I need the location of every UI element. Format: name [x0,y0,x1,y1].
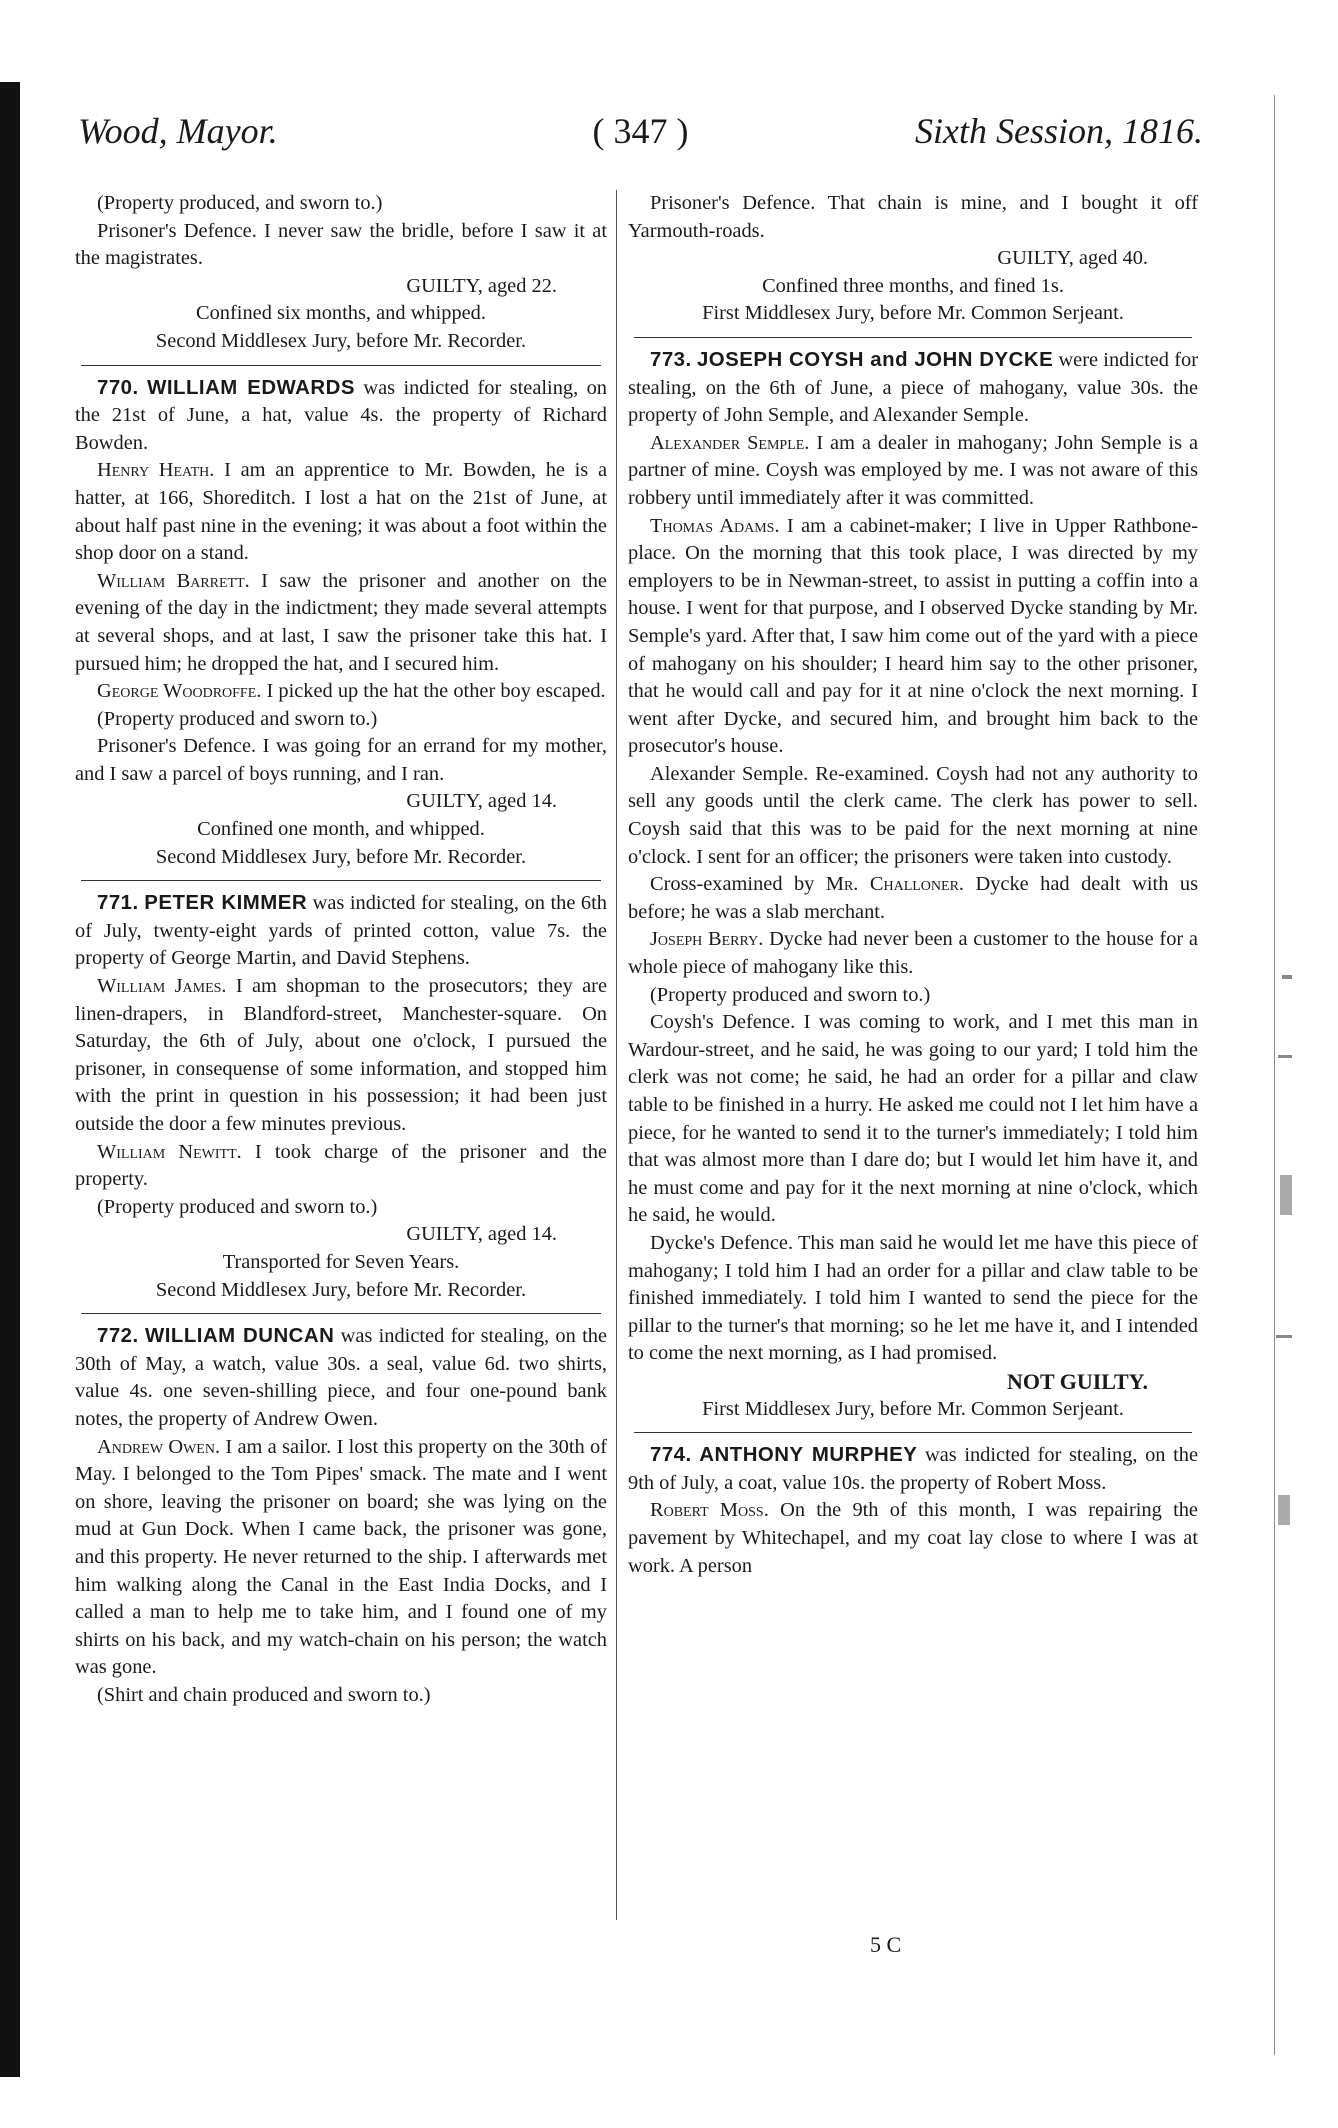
defendant-name: WILLIAM DUNCAN [144,1325,335,1348]
case-number: 771. [97,892,139,915]
jury: Second Middlesex Jury, before Mr. Recorder. [155,1278,527,1301]
cross-examination [628,871,1198,926]
witness-name: Mr. Challoner. [825,873,965,896]
binding-edge [0,82,20,2077]
testimony [628,513,1198,761]
case-divider [81,880,601,881]
scan-speck [1278,1055,1292,1058]
verdict: GUILTY, aged 14. [406,790,557,813]
prisoner-defence: Prisoner's Defence. I was going for an errand for my mother, and I saw a parcel of boys running, and I ran. [75,735,607,785]
witness-name: William James. [97,975,227,998]
testimony [75,568,607,678]
left-column [75,190,607,1709]
witness-name: George Woodroffe. [97,680,262,703]
scan-edge-marks [1268,95,1308,2055]
testimony-text: I picked up the hat the other boy escaped. [266,680,606,703]
prisoner-defence: Prisoner's Defence. I never saw the bridle, before I saw it at the magistrates. [75,219,607,270]
witness-name: Henry Heath. [97,459,215,482]
testimony-text: I am a dealer in mahogany; John Semple is a partner of mine. Coysh was employed by me. I was not aware of this robbery until immediately after it was committed. [628,431,1198,509]
prisoner-defence: Coysh's Defence. I was coming to work, and I met this man in Wardour-street, and he said, he was going to our yard; I told him the clerk was not come; he said, he had an order for a pillar and claw table to be finished in a hurry. He asked me could not I let him have a piece, for he wanted to send it to the turner's immediately; I told him that was almost more than I dare do; but I would let him have it, and he must come and pay for it the next morning at nine o'clock, which he said, he would. [628,1011,1198,1227]
header-right: Sixth Session, 1816. [915,111,1203,151]
case-number: 772. [97,1325,139,1348]
testimony [628,430,1198,513]
testimony [75,1139,607,1194]
jury: First Middlesex Jury, before Mr. Common Serjeant. [702,1397,1124,1420]
testimony [75,1434,607,1682]
sentence: Confined six months, and whipped. [196,302,486,325]
scan-speck [1282,975,1292,979]
defendant-name: ANTHONY MURPHEY [699,1444,918,1467]
case-heading [75,890,607,973]
scan-line [1274,95,1275,2055]
witness-name: Robert Moss. [650,1499,769,1522]
property-note: (Property produced, and sworn to.) [97,192,383,214]
page-number: ( 347 ) [592,111,689,151]
indictment: was indicted for stealing, on the 9th of July, a coat, value 10s. the property of Robert Moss. [628,1444,1198,1494]
case-heading [75,1323,607,1433]
sentence: Confined one month, and whipped. [197,818,485,841]
case-divider [634,1432,1192,1433]
case-number: 773. [650,348,692,371]
witness-name: Andrew Owen. [97,1435,221,1458]
property-note: (Property produced and sworn to.) [97,1195,378,1218]
case-number: 770. [97,376,139,399]
testimony-text: Dycke had dealt with us before; he was a slab merchant. [628,873,1199,923]
case-heading [628,347,1198,430]
testimony-text: I am an apprentice to Mr. Bowden, he is a hatter, at 166, Shoreditch. I lost a hat on the 21st of June, at about half past nine in the evening; it was about a foot within the shop door on a stand. [75,459,607,565]
witness-name: Joseph Berry. [650,928,764,951]
prisoner-defence: Dycke's Defence. This man said he would let me have this piece of mahogany; I told him I had an order for a pillar and claw table to be finished immediately. I told him I wanted to send the piece for the pillar to the turner's that morning; so he let me have it, and I intended to come the next morning, as I had promised. [628,1231,1198,1365]
case-number: 774. [650,1444,692,1467]
property-note: (Property produced and sworn to.) [97,707,378,730]
scan-speck [1278,1495,1290,1525]
case-heading [75,375,607,458]
cross-lead: Cross-examined by [650,873,815,896]
indictment: were indicted for stealing, on the 6th of June, a piece of mahogany, value 30s. the property of John Semple, and Alexander Semple. [628,348,1198,427]
testimony [75,678,607,706]
verdict: NOT GUILTY. [1006,1368,1148,1394]
testimony-text: I am a cabinet-maker; I live in Upper Rathbone-place. On the morning that this took place, I was directed by my employers to be in Newman-street, to assist in putting a coffin into a house. I went for that purpose, and I observed Dycke standing by Mr. Semple's yard. After that, I saw him come out of the yard with a piece of mahogany on his shoulder; I heard him say to the other prisoner, that he would call and pay for it at nine o'clock the next morning. I went after Dycke, and secured him, and brought him back to the prosecutor's house. [628,514,1198,758]
defendant-name: WILLIAM EDWARDS [147,376,355,399]
case-divider [634,337,1192,338]
page-header [78,110,1203,166]
verdict: GUILTY, aged 40. [997,247,1148,270]
column-divider [616,190,617,1920]
sentence: Confined three months, and fined 1s. [762,274,1064,297]
testimony [75,457,607,567]
testimony-text: I am a sailor. I lost this property on the 30th of May. I belonged to the Tom Pipes' smack. The mate and I went on shore, leaving the prisoner on board; she was lying on the mud at Gun Dock. When I came back, the prisoner was gone, and this property. He never returned to the ship. I afterwards met him walking along the Canal in the East India Docks, and I called a man to help me to take him, and I found one of my shirts on his back, and my watch-chain on his person; the watch was gone. [75,1435,607,1679]
defendant-name: PETER KIMMER [144,892,308,915]
re-examination: Alexander Semple. Re-examined. Coysh had not any authority to sell any goods until the clerk came. The clerk has power to sell. Coysh said that this was to be paid for the next morning at nine o'clock. I sent for an officer; the prisoners were taken into custody. [628,762,1198,868]
indictment: was indicted for stealing, on the 30th of May, a watch, value 30s. a seal, value 6d. two shirts, value 4s. one seven-shilling piece, and four one-pound bank notes, the property of Andrew Owen. [75,1325,607,1430]
sentence: Transported for Seven Years. [222,1250,460,1273]
prisoner-defence: Prisoner's Defence. That chain is mine, and I bought it off Yarmouth-roads. [628,192,1198,242]
defendant-name: JOSEPH COYSH and JOHN DYCKE [696,348,1054,371]
testimony-text: I took charge of the prisoner and the property. [75,1140,607,1191]
witness-name: William Newitt. [97,1140,242,1163]
testimony-text: On the 9th of this month, I was repairing the pavement by Whitechapel, and my coat lay close to where I was at work. A person [628,1499,1198,1577]
testimony [628,1497,1198,1580]
case-divider [81,1313,601,1314]
header-left: Wood, Mayor. [78,111,278,151]
jury: Second Middlesex Jury, before Mr. Recorder. [155,845,527,868]
scan-speck [1276,1335,1292,1338]
scan-speck [1280,1175,1292,1215]
testimony-text: Dycke had never been a customer to the house for a whole piece of mahogany like this. [628,928,1198,979]
verdict: GUILTY, aged 22. [406,274,557,297]
jury: First Middlesex Jury, before Mr. Common Serjeant. [702,302,1124,325]
signature-mark: 5 C [870,1932,902,1957]
testimony-text: I saw the prisoner and another on the evening of the day in the indictment; they made several attempts at several shops, and at last, I saw the prisoner take this hat. I pursued him; he dropped the hat, and I secured him. [75,569,607,675]
jury: Second Middlesex Jury, before Mr. Recorder. [155,329,527,352]
property-note: (Property produced and sworn to.) [650,983,931,1006]
witness-name: William Barrett. [97,569,250,592]
witness-name: Thomas Adams. [650,514,780,537]
indictment: was indicted for stealing, on the 6th of July, twenty-eight yards of printed cotton, value 7s. the property of George Martin, and David Stephens. [75,892,607,970]
indictment: was indicted for stealing, on the 21st of June, a hat, value 4s. the property of Richard Bowden. [75,376,607,454]
property-note: (Shirt and chain produced and sworn to.) [97,1683,431,1706]
testimony [75,973,607,1139]
case-divider [81,365,601,366]
testimony [628,926,1198,981]
right-column [628,190,1198,1580]
case-heading [628,1442,1198,1497]
testimony-text: I am shopman to the prosecutors; they are linen-drapers, in Blandford-street, Manchester-square. On Saturday, the 6th of July, about one o'clock, I pursued the prisoner, in consequense of some information, and stopped him with the print in question in his possession; it had been just outside the door a few minutes previous. [75,975,607,1135]
witness-name: Alexander Semple. [650,431,810,454]
verdict: GUILTY, aged 14. [406,1223,557,1246]
